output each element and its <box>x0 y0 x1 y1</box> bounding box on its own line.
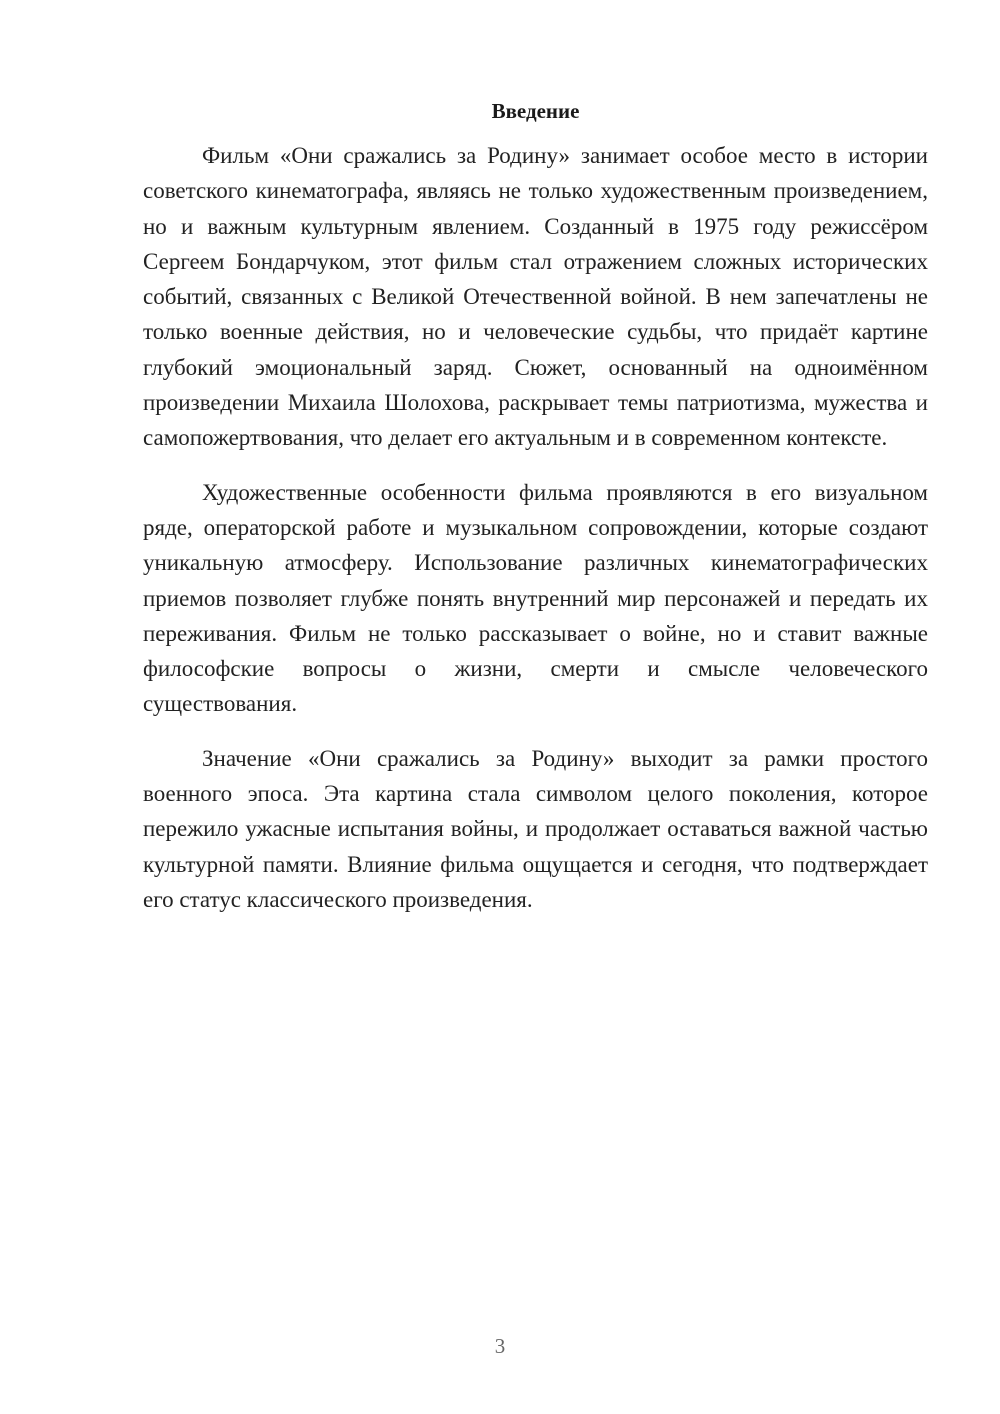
paragraph-artistic-features: Художественные особенности фильма проявляются в его визуальном ряде, операторской работе и музыкальном сопровождении, которые создают уникальную атмосферу. Использование различных кинематографических приемов позволяет глубже понять внутренний мир персонажей и передать их переживания. Фильм не только рассказывает о войне, но и ставит важные философские вопросы о жизни, смерти и смысле человеческого существования. <box>143 479 928 717</box>
section-title: Введение <box>491 99 580 123</box>
page-number: 3 <box>494 1334 506 1358</box>
paragraph-intro: Фильм «Они сражались за Родину» занимает особое место в истории советского кинематографа, являясь не только художественным произведением, но и важным культурным явлением. Созданный в 1975 году режиссёром Сергеем Бондарчуком, этот фильм стал отражением сложных исторических событий, связанных с Великой Отечественной войной. В нем запечатлены не только военные действия, но и человеческие судьбы, что придаёт картине глубокий эмоциональный заряд. Сюжет, основанный на одноимённом произведении Михаила Шолохова, раскрывает темы патриотизма, мужества и самопожертвования, что делает его актуальным и в современном контексте. <box>143 143 928 451</box>
page-content <box>143 96 928 917</box>
paragraph-significance: Значение «Они сражались за Родину» выходит за рамки простого военного эпоса. Эта картина стала символом целого поколения, которое пережило ужасные испытания войны, и продолжает оставаться важной частью культурной памяти. Влияние фильма ощущается и сегодня, что подтверждает его статус классического произведения. <box>143 745 928 912</box>
